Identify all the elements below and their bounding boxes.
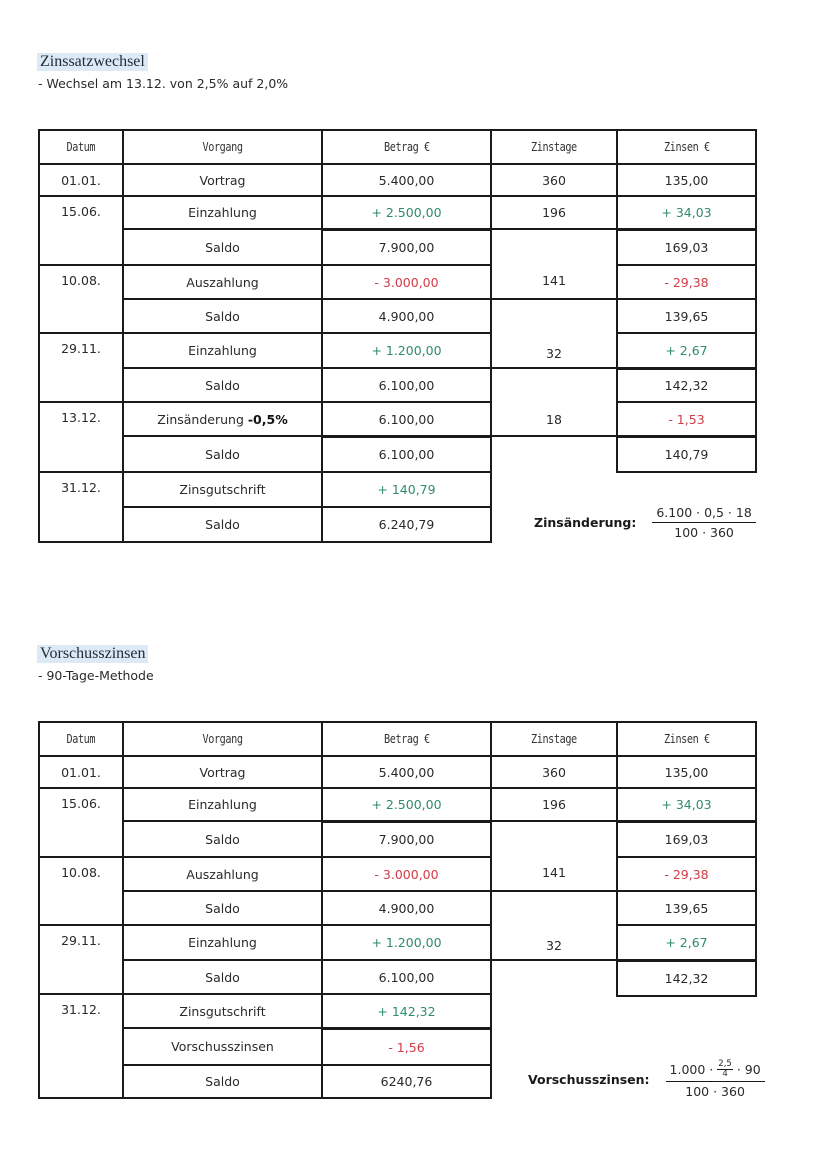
formula-vorschusszinsen xyxy=(528,1060,765,1099)
zinsen-cell: 142,32 xyxy=(616,367,757,403)
column-divider xyxy=(490,959,492,999)
zinsen-cell: + 34,03 xyxy=(616,195,757,230)
fraction-numerator: 6.100 · 0,5 · 18 xyxy=(652,505,755,523)
numerator-part: · 90 xyxy=(736,1062,761,1077)
zinsen-cell: 139,65 xyxy=(616,298,757,334)
zinstage-cell: 196 xyxy=(490,787,618,822)
header-zinstage xyxy=(490,129,618,165)
date-cell: 15.06. xyxy=(38,787,124,858)
betrag-cell: 7.900,00 xyxy=(321,228,492,266)
vorgang-label: Zinsänderung xyxy=(157,411,248,427)
header-label: Vorgang xyxy=(202,140,243,154)
date-cell: 31.12. xyxy=(38,993,124,1099)
vorgang-cell: Saldo xyxy=(122,298,323,334)
mini-fraction xyxy=(717,1060,733,1079)
section-title-vorschusszinsen: Vorschusszinsen xyxy=(37,645,148,663)
zinsen-cell: + 2,67 xyxy=(616,332,757,369)
zinstage-cell: 141 xyxy=(490,820,618,892)
betrag-cell: 6.100,00 xyxy=(321,435,492,473)
zinsen-cell: + 34,03 xyxy=(616,787,757,822)
fraction-numerator xyxy=(666,1060,765,1082)
header-datum xyxy=(38,721,124,757)
zinstage-cell: 360 xyxy=(490,163,618,197)
mini-denominator: 4 xyxy=(722,1069,728,1079)
rate-change-value: -0,5% xyxy=(247,411,288,427)
vorgang-cell: Saldo xyxy=(122,820,323,858)
header-label: Datum xyxy=(66,732,96,746)
date-cell: 15.06. xyxy=(38,195,124,266)
date-cell: 01.01. xyxy=(38,755,124,789)
vorgang-cell: Auszahlung xyxy=(122,264,323,300)
vorgang-cell: Saldo xyxy=(122,435,323,473)
formula-label: Zinsänderung: xyxy=(534,515,637,530)
betrag-cell: + 140,79 xyxy=(321,471,492,508)
vorgang-cell: Vorschusszinsen xyxy=(122,1027,323,1066)
vorgang-cell: Saldo xyxy=(122,959,323,995)
header-label: Datum xyxy=(66,140,96,154)
vorgang-cell: Saldo xyxy=(122,506,323,543)
header-datum xyxy=(38,129,124,165)
header-label: Zinstage xyxy=(531,732,577,746)
zinsen-cell: - 29,38 xyxy=(616,856,757,892)
fraction xyxy=(666,1060,765,1099)
vorgang-cell: Vortrag xyxy=(122,163,323,197)
vorgang-cell: Auszahlung xyxy=(122,856,323,892)
header-label: Zinsen € xyxy=(663,732,710,746)
betrag-cell: + 142,32 xyxy=(321,993,492,1029)
column-divider xyxy=(490,435,492,473)
betrag-cell: - 3.000,00 xyxy=(321,856,492,892)
fraction xyxy=(652,505,755,540)
header-label: Betrag € xyxy=(383,140,430,154)
date-cell: 29.11. xyxy=(38,924,124,995)
header-zinstage xyxy=(490,721,618,757)
header-vorgang xyxy=(122,721,323,757)
betrag-cell: + 1.200,00 xyxy=(321,924,492,961)
vorgang-cell: Zinsgutschrift xyxy=(122,993,323,1029)
date-cell: 29.11. xyxy=(38,332,124,403)
section-title-zinssatzwechsel: Zinssatzwechsel xyxy=(37,53,148,71)
vorgang-cell: Einzahlung xyxy=(122,332,323,369)
fraction-denominator: 100 · 360 xyxy=(674,525,734,540)
vorgang-cell: Saldo xyxy=(122,1064,323,1099)
zinsen-cell: + 2,67 xyxy=(616,924,757,961)
betrag-cell: 7.900,00 xyxy=(321,820,492,858)
zinsen-cell: - 29,38 xyxy=(616,264,757,300)
date-cell: 01.01. xyxy=(38,163,124,197)
vorgang-cell: Einzahlung xyxy=(122,787,323,822)
formula-label: Vorschusszinsen: xyxy=(528,1072,650,1087)
header-label: Vorgang xyxy=(202,732,243,746)
zinstage-cell: 196 xyxy=(490,195,618,230)
mini-numerator: 2,5 xyxy=(718,1059,732,1069)
date-cell: 13.12. xyxy=(38,401,124,473)
betrag-cell: 5.400,00 xyxy=(321,163,492,197)
date-cell: 10.08. xyxy=(38,856,124,926)
zinsen-cell: 169,03 xyxy=(616,228,757,266)
vorgang-cell: Saldo xyxy=(122,890,323,926)
vorgang-cell-zinsaenderung xyxy=(122,401,323,437)
betrag-cell: 6.240,79 xyxy=(321,506,492,543)
header-vorgang xyxy=(122,129,323,165)
zinsen-cell: 135,00 xyxy=(616,755,757,789)
betrag-cell: 6.100,00 xyxy=(321,401,492,437)
section-subtitle: - 90-Tage-Methode xyxy=(38,668,154,683)
zinsen-cell: 169,03 xyxy=(616,820,757,858)
betrag-cell: + 2.500,00 xyxy=(321,195,492,230)
betrag-cell: 6.100,00 xyxy=(321,367,492,403)
zinstage-cell: 141 xyxy=(490,228,618,300)
zinsen-cell: 142,32 xyxy=(616,959,757,997)
betrag-cell: 4.900,00 xyxy=(321,298,492,334)
header-betrag xyxy=(321,129,492,165)
date-cell: 31.12. xyxy=(38,471,124,543)
vorgang-cell: Einzahlung xyxy=(122,924,323,961)
vorgang-cell: Zinsgutschrift xyxy=(122,471,323,508)
betrag-cell: + 2.500,00 xyxy=(321,787,492,822)
vorgang-cell: Vortrag xyxy=(122,755,323,789)
header-label: Zinstage xyxy=(531,140,577,154)
zinsen-cell: 139,65 xyxy=(616,890,757,926)
header-label: Betrag € xyxy=(383,732,430,746)
zinsen-cell: - 1,53 xyxy=(616,401,757,437)
betrag-cell: 5.400,00 xyxy=(321,755,492,789)
vorgang-cell: Saldo xyxy=(122,228,323,266)
header-zinsen xyxy=(616,129,757,165)
betrag-cell: - 1,56 xyxy=(321,1027,492,1066)
date-cell: 10.08. xyxy=(38,264,124,334)
header-zinsen xyxy=(616,721,757,757)
betrag-cell: 6.100,00 xyxy=(321,959,492,995)
zinstage-cell: 32 xyxy=(490,890,618,961)
betrag-cell: 4.900,00 xyxy=(321,890,492,926)
zinstage-cell: 360 xyxy=(490,755,618,789)
vorgang-cell: Einzahlung xyxy=(122,195,323,230)
formula-zinsaenderung xyxy=(534,505,756,540)
betrag-cell: - 3.000,00 xyxy=(321,264,492,300)
zinsen-cell: 140,79 xyxy=(616,435,757,473)
numerator-part: 1.000 · xyxy=(669,1062,714,1077)
zinstage-cell: 18 xyxy=(490,367,618,437)
header-betrag xyxy=(321,721,492,757)
header-label: Zinsen € xyxy=(663,140,710,154)
zinstage-cell: 32 xyxy=(490,298,618,369)
betrag-cell: 6240,76 xyxy=(321,1064,492,1099)
betrag-cell: + 1.200,00 xyxy=(321,332,492,369)
vorgang-cell: Saldo xyxy=(122,367,323,403)
fraction-denominator: 100 · 360 xyxy=(685,1084,745,1099)
zinsen-cell: 135,00 xyxy=(616,163,757,197)
section-subtitle: - Wechsel am 13.12. von 2,5% auf 2,0% xyxy=(38,76,289,91)
